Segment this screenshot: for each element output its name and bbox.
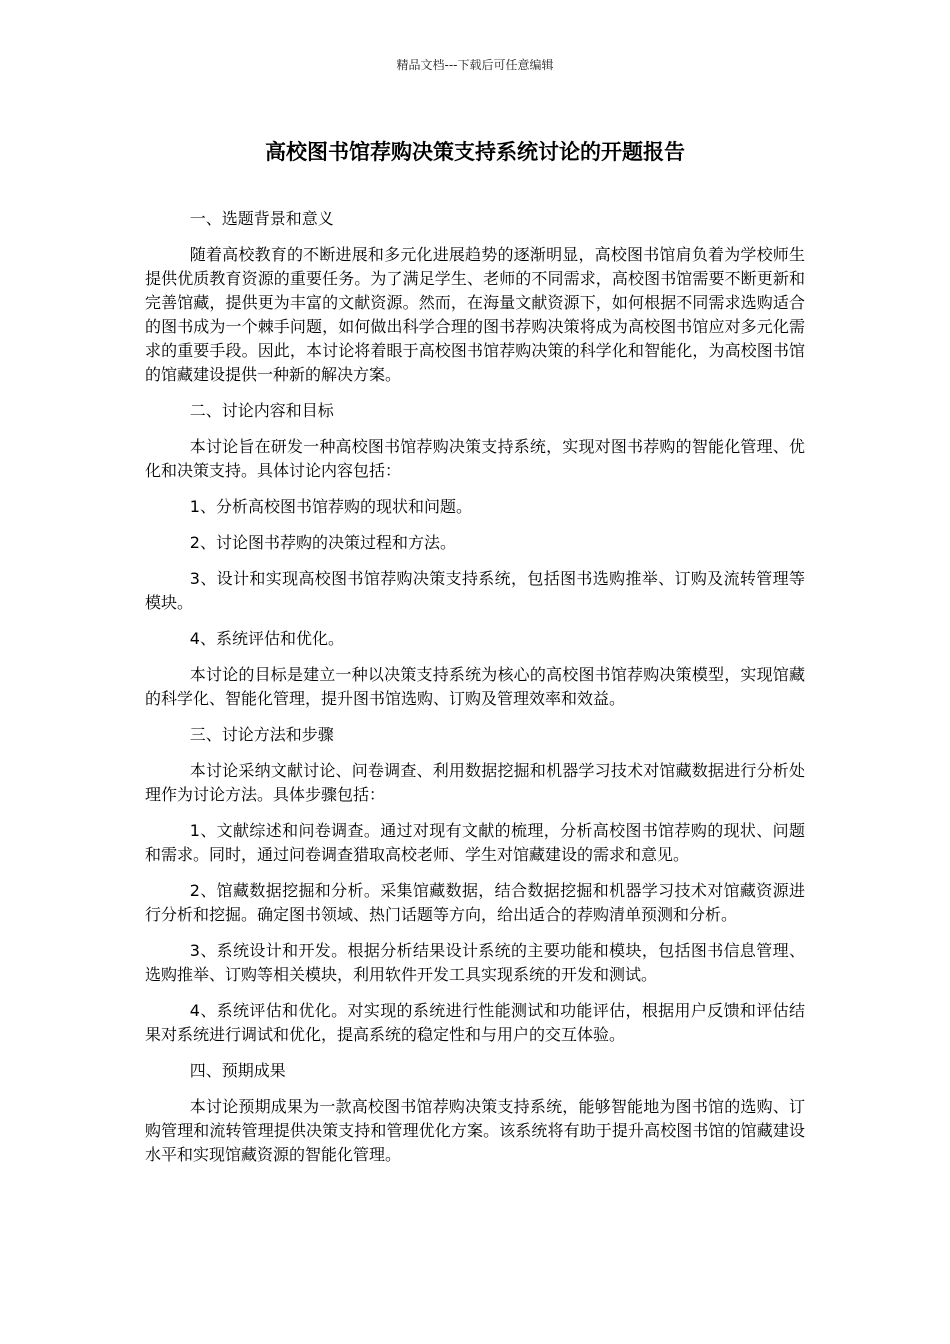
list-item-step-2: 2、馆藏数据挖掘和分析。采集馆藏数据，结合数据挖掘和机器学习技术对馆藏资源进行分析和挖掘。确定图书领域、热门话题等方向，给出适合的荐购清单预测和分析。 [145, 881, 805, 924]
section-heading-outcomes: 四、预期成果 [189, 1061, 286, 1080]
document-body [145, 207, 805, 1179]
paragraph-outcomes: 本讨论预期成果为一款高校图书馆荐购决策支持系统，能够智能地为图书馆的选购、订购管理和流转管理提供决策支持和管理优化方案。该系统将有助于提升高校图书馆的馆藏建设水平和实现馆藏资源的智能化管理。 [145, 1097, 805, 1164]
header-note: 精品文档---下载后可任意编辑 [396, 58, 554, 72]
list-item-content-1: 1、分析高校图书馆荐购的现状和问题。 [189, 497, 472, 516]
section-heading-content-goals: 二、讨论内容和目标 [189, 401, 334, 420]
list-item-step-1: 1、文献综述和问卷调查。通过对现有文献的梳理，分析高校图书馆荐购的现状、问题和需求。同时，通过问卷调查猎取高校老师、学生对馆藏建设的需求和意见。 [145, 821, 805, 864]
paragraph-methods-intro: 本讨论采纳文献讨论、问卷调查、利用数据挖掘和机器学习技术对馆藏数据进行分析处理作为讨论方法。具体步骤包括： [145, 761, 805, 804]
section-heading-methods: 三、讨论方法和步骤 [189, 725, 334, 744]
document-title: 高校图书馆荐购决策支持系统讨论的开题报告 [265, 140, 685, 164]
paragraph-background: 随着高校教育的不断进展和多元化进展趋势的逐渐明显，高校图书馆肩负着为学校师生提供优质教育资源的重要任务。为了满足学生、老师的不同需求，高校图书馆需要不断更新和完善馆藏，提供更为丰富的文献资源。然而，在海量文献资源下，如何根据不同需求选购适合的图书成为一个棘手问题，如何做出科学合理的图书荐购决策将成为高校图书馆应对多元化需求的重要手段。因此，本讨论将着眼于高校图书馆荐购决策的科学化和智能化，为高校图书馆的馆藏建设提供一种新的解决方案。 [145, 245, 805, 384]
paragraph-content-intro: 本讨论旨在研发一种高校图书馆荐购决策支持系统，实现对图书荐购的智能化管理、优化和决策支持。具体讨论内容包括： [145, 437, 805, 480]
list-item-content-3: 3、设计和实现高校图书馆荐购决策支持系统，包括图书选购推举、订购及流转管理等模块。 [145, 569, 805, 612]
section-heading-background: 一、选题背景和意义 [189, 209, 334, 228]
list-item-step-3: 3、系统设计和开发。根据分析结果设计系统的主要功能和模块，包括图书信息管理、选购推举、订购等相关模块，利用软件开发工具实现系统的开发和测试。 [145, 941, 805, 984]
list-item-content-2: 2、讨论图书荐购的决策过程和方法。 [189, 533, 456, 552]
list-item-step-4: 4、系统评估和优化。对实现的系统进行性能测试和功能评估，根据用户反馈和评估结果对系统进行调试和优化，提高系统的稳定性和与用户的交互体验。 [145, 1001, 805, 1044]
paragraph-goals: 本讨论的目标是建立一种以决策支持系统为核心的高校图书馆荐购决策模型，实现馆藏的科学化、智能化管理，提升图书馆选购、订购及管理效率和效益。 [145, 665, 805, 708]
list-item-content-4: 4、系统评估和优化。 [189, 629, 344, 648]
